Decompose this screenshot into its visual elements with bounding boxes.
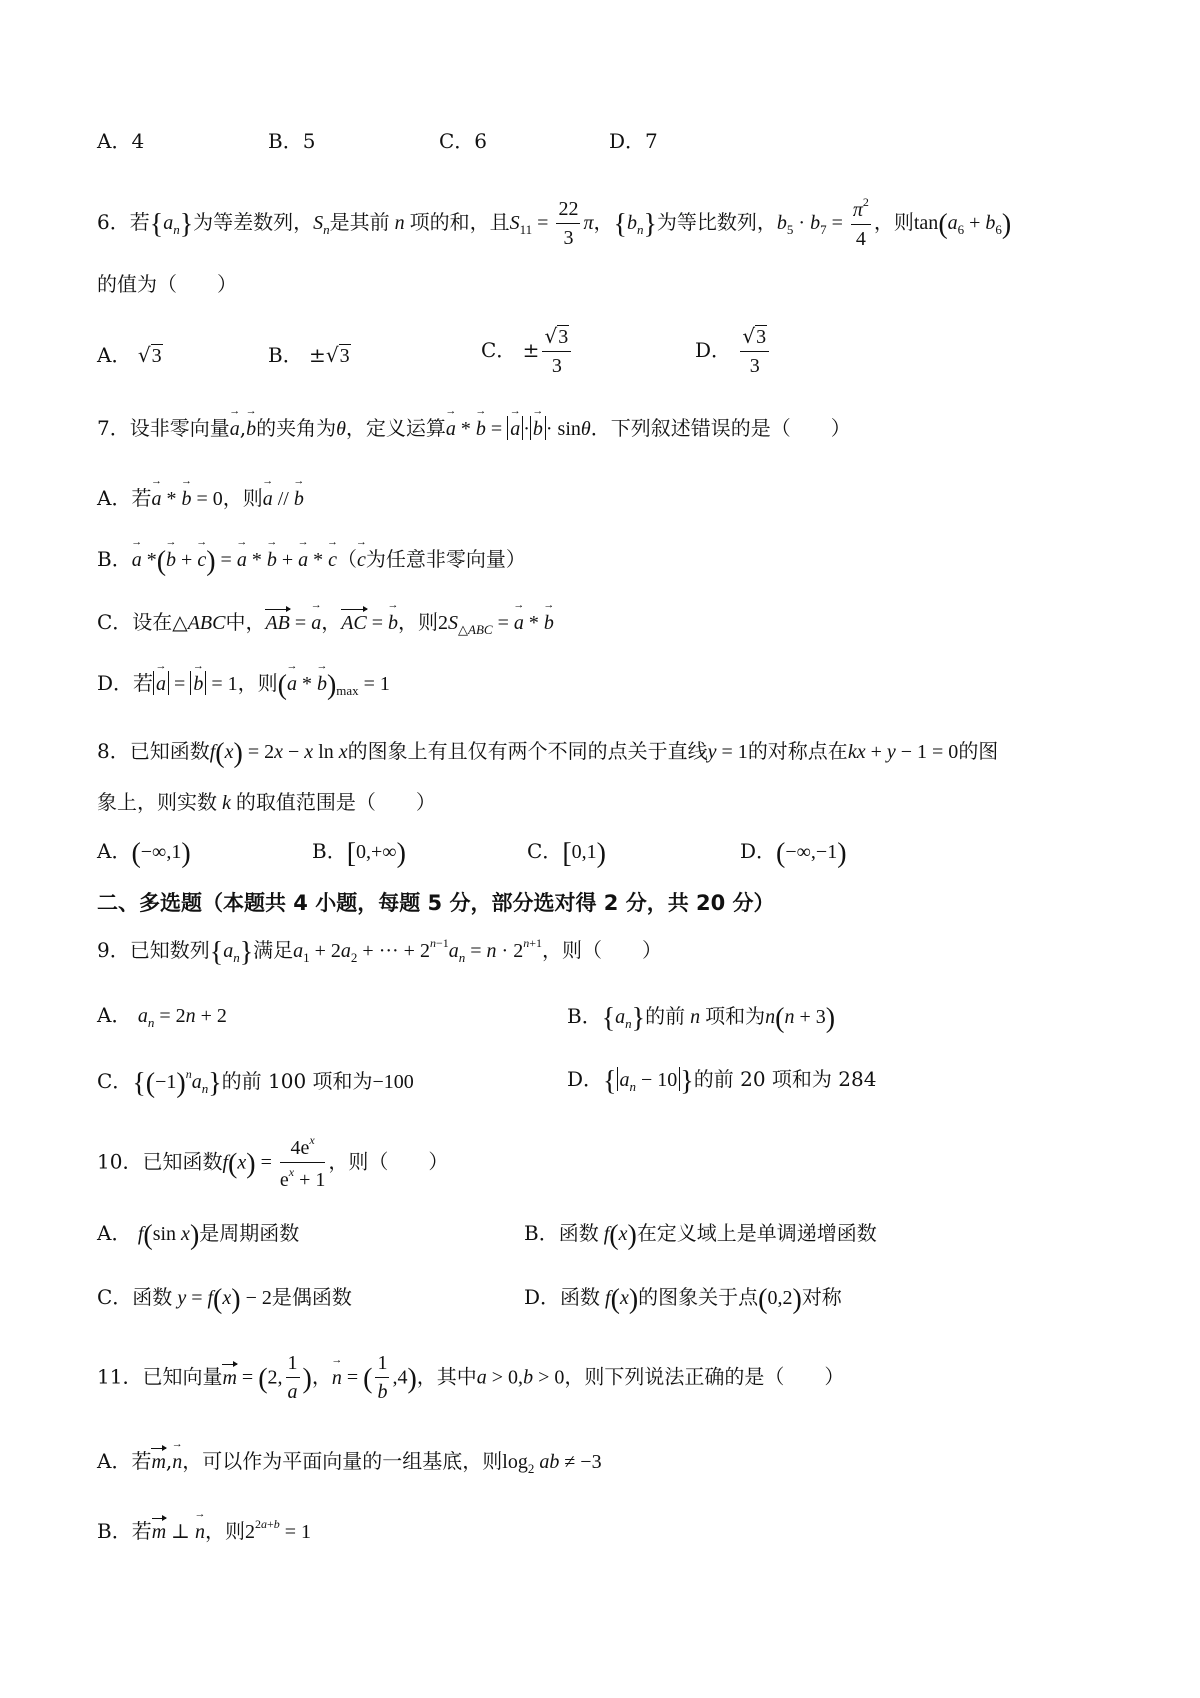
q6-option-d: D． $\frac{√3}{3}$ [695, 325, 772, 378]
q11-stem: 11．已知向量m = (2, $\frac{1}{a}$ )，→ n = ( $\frac{1}{b}$ ,4)，其中a > 0,b > 0，则下列说法正确的是（ ） [97, 1352, 844, 1404]
q9-option-a: A． $a_n = 2n + 2$ [97, 1003, 227, 1030]
q6-option-a: A． √3 [97, 343, 162, 367]
q9-option-d: D．{ $a_n - 10$ }的前 20 项和为 284 [567, 1066, 877, 1097]
q7-option-d: D．若→ a = → b = 1，则(→ a * → $b)_{max} = 1$ [97, 672, 390, 700]
q10-stem: 10．已知函数f(x) = $\frac{4e^x}{e^x + 1}$ ，则（ ） [97, 1133, 449, 1191]
q8-option-a: A．(−∞,1) [97, 838, 191, 869]
q8-stem-line2: 象上，则实数 k 的取值范围是（ ） [97, 790, 436, 814]
q6-option-c: C． ± $\frac{√3}{3}$ [481, 325, 574, 378]
q8-stem: 8．已知函数f(x) = 2x − x ln x的图象上有且仅有两个不同的点关于直线y = 1的对称点在kx + y − 1 = 0的图 [97, 738, 999, 769]
section-heading: 二、多选题（本题共 4 小题，每题 5 分，部分选对得 2 分，共 20 分） [97, 891, 775, 915]
q6-stem: 6．若$\{a_n\}$为等差数列，$S_n$是其前 n 项的和，且$S_{11}$ = $\frac{22}{3}$ π，$\{b_n\}$为等比数列，$b_5 \cdot b_7$ = $\frac{\pi^2}{4}$ ，则$\tan(a_6 + b_6)$ [97, 195, 1012, 250]
q6-stem-line2: 的值为（ ） [97, 272, 237, 296]
q8-option-c: C．[0,1) [527, 838, 606, 869]
q7-stem: 7．设非零向量→ a,→ b的夹角为θ，定义运算→ a * → b = → a ·→ b · sinθ．下列叙述错误的是（ ） [97, 418, 851, 439]
q5-option-a: A．4 [97, 129, 145, 153]
q10-option-a: A． f(sin x)是周期函数 [97, 1220, 300, 1251]
q11-option-b: B．若m ⊥ → n，则$2^{2a+b} = 1$ [97, 1518, 311, 1542]
q11-option-a: A．若m,→ n，可以作为平面向量的一组基底，则$\log_2$ ab ≠ −3 [97, 1451, 602, 1475]
q10-option-d: D．函数 f(x)的图象关于点(0,2)对称 [524, 1284, 842, 1315]
q7-option-b: B．→ a *(→ b + → c) = → a * → b + → a * → c（→ c为任意非零向量） [97, 548, 526, 576]
q6-option-b: B． ±√3 [268, 343, 350, 367]
q8-option-b: B．[0,+∞) [312, 838, 406, 869]
q10-option-b: B．函数 f(x)在定义域上是单调递增函数 [524, 1220, 877, 1251]
q9-option-c: C．$\{(-1)^na_n\}$的前 100 项和为−100 [97, 1067, 414, 1099]
q9-stem: 9．已知数列$\{a_n\}$满足$a_1 + 2a_2$ + ··· + $2^{n-1}a_n = n \cdot 2^{n+1}$，则（ ） [97, 936, 662, 968]
q5-option-c: C．6 [439, 129, 488, 153]
q7-option-a: A．若→ a * → b = 0，则→ a // → b [97, 488, 304, 509]
q10-option-c: C．函数 y = f(x) − 2是偶函数 [97, 1284, 352, 1315]
q5-option-d: D．7 [609, 129, 658, 153]
q8-option-d: D．(−∞,−1) [740, 838, 847, 869]
q7-option-c: C．设在△ABC中，AB = → a，AC = → b，则$2S_{\triangle ABC}$ = → a * → b [97, 612, 554, 636]
q9-option-b: B．$\{a_n\}$的前 n 项和为n(n + 3) [567, 1003, 836, 1034]
q5-option-b: B．5 [268, 129, 316, 153]
